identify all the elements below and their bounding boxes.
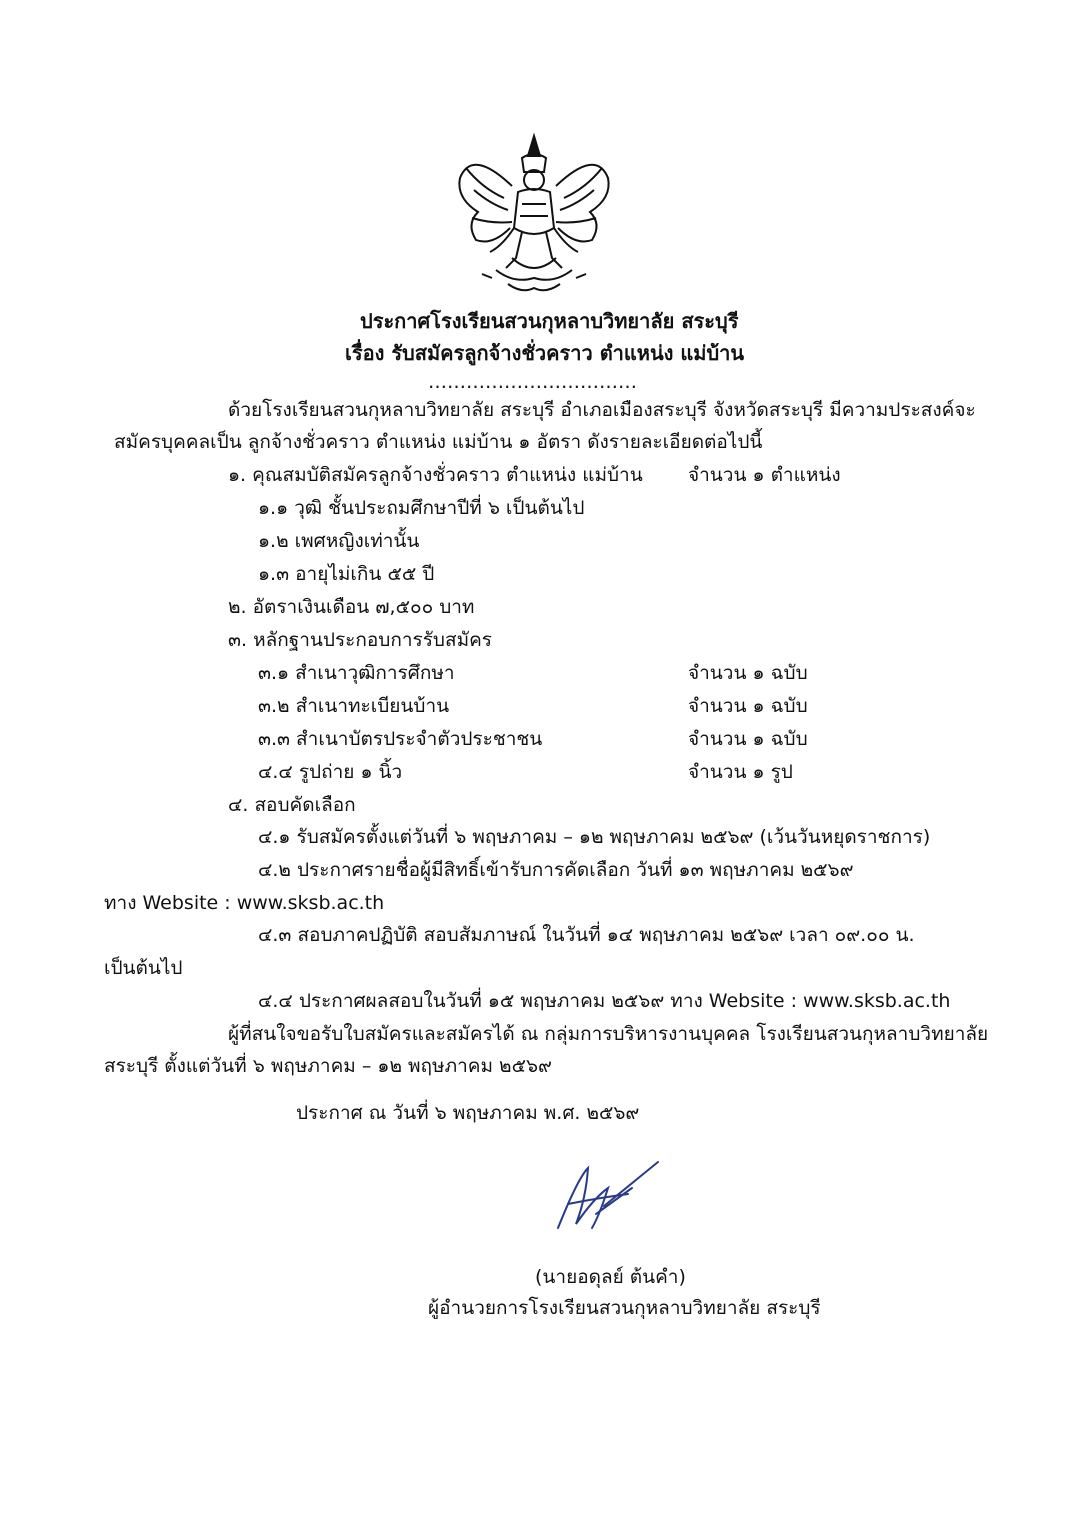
section-1-item: ๑.๑ วุฒิ ชั้นประถมศึกษาปีที่ ๖ เป็นต้นไป: [258, 497, 585, 519]
signature-image: [548, 1158, 668, 1238]
section-4-heading: ๔. สอบคัดเลือก: [228, 794, 356, 816]
section-3-item-count: จำนวน ๑ ฉบับ: [688, 728, 808, 750]
announcement-title: ประกาศโรงเรียนสวนกุหลาบวิทยาลัย สระบุรี: [360, 309, 739, 333]
section-4-item-1: ๔.๑ รับสมัครตั้งแต่วันที่ ๖ พฤษภาคม – ๑๒ พฤษภาคม ๒๕๖๙ (เว้นวันหยุดราชการ): [258, 826, 931, 848]
section-4-item-2-website: ทาง Website : www.sksb.ac.th: [104, 892, 385, 914]
section-4-item-3-continued: เป็นต้นไป: [104, 957, 183, 979]
title-divider: ……………………………: [428, 371, 637, 393]
section-3-item-label: ๓.๑ สำเนาวุฒิการศึกษา: [258, 662, 455, 684]
section-1-item: ๑.๒ เพศหญิงเท่านั้น: [258, 530, 420, 552]
section-4-item-2: ๔.๒ ประกาศรายชื่อผู้มีสิทธิ์เข้ารับการคัดเลือก วันที่ ๑๓ พฤษภาคม ๒๕๖๙: [258, 859, 854, 881]
intro-line-1: ด้วยโรงเรียนสวนกุหลาบวิทยาลัย สระบุรี อำเภอเมืองสระบุรี จังหวัดสระบุรี มีความประสงค์จะ: [228, 399, 976, 421]
section-3-item-count: จำนวน ๑ ฉบับ: [688, 662, 808, 684]
section-4-item-3: ๔.๓ สอบภาคปฏิบัติ สอบสัมภาษณ์ ในวันที่ ๑๔ พฤษภาคม ๒๕๖๙ เวลา ๐๙.๐๐ น.: [258, 924, 915, 946]
closing-line-2: สระบุรี ตั้งแต่วันที่ ๖ พฤษภาคม – ๑๒ พฤษภาคม ๒๕๖๙: [104, 1055, 552, 1077]
section-3-item-label: ๔.๔ รูปถ่าย ๑ นิ้ว: [258, 761, 403, 783]
announcement-subject: เรื่อง รับสมัครลูกจ้างชั่วคราว ตำแหน่ง แม่บ้าน: [345, 341, 745, 365]
announce-date: ประกาศ ณ วันที่ ๖ พฤษภาคม พ.ศ. ๒๕๖๙: [296, 1102, 640, 1124]
section-1-count: จำนวน ๑ ตำแหน่ง: [688, 464, 841, 486]
section-1-item: ๑.๓ อายุไม่เกิน ๕๕ ปี: [258, 563, 435, 585]
section-2-heading: ๒. อัตราเงินเดือน ๗,๕๐๐ บาท: [228, 596, 475, 618]
section-3-item-label: ๓.๓ สำเนาบัตรประจำตัวประชาชน: [258, 728, 543, 750]
section-1-heading: ๑. คุณสมบัติสมัครลูกจ้างชั่วคราว ตำแหน่ง แม่บ้าน: [228, 464, 643, 486]
intro-line-2: สมัครบุคคลเป็น ลูกจ้างชั่วคราว ตำแหน่ง แม่บ้าน ๑ อัตรา ดังรายละเอียดต่อไปนี้: [114, 431, 763, 453]
signatory-name: (นายอดุลย์ ต้นคำ): [535, 1266, 686, 1288]
section-3-item-label: ๓.๒ สำเนาทะเบียนบ้าน: [258, 695, 450, 717]
section-3-item-count: จำนวน ๑ รูป: [688, 761, 793, 783]
closing-line-1: ผู้ที่สนใจขอรับใบสมัครและสมัครได้ ณ กลุ่มการบริหารงานบุคคล โรงเรียนสวนกุหลาบวิทยาลัย: [228, 1023, 989, 1045]
section-3-item-count: จำนวน ๑ ฉบับ: [688, 695, 808, 717]
section-3-heading: ๓. หลักฐานประกอบการรับสมัคร: [228, 629, 493, 651]
garuda-emblem-icon: [452, 128, 616, 298]
signatory-position: ผู้อำนวยการโรงเรียนสวนกุหลาบวิทยาลัย สระบุรี: [428, 1297, 821, 1319]
section-4-item-4: ๔.๔ ประกาศผลสอบในวันที่ ๑๕ พฤษภาคม ๒๕๖๙ ทาง Website : www.sksb.ac.th: [258, 990, 951, 1012]
